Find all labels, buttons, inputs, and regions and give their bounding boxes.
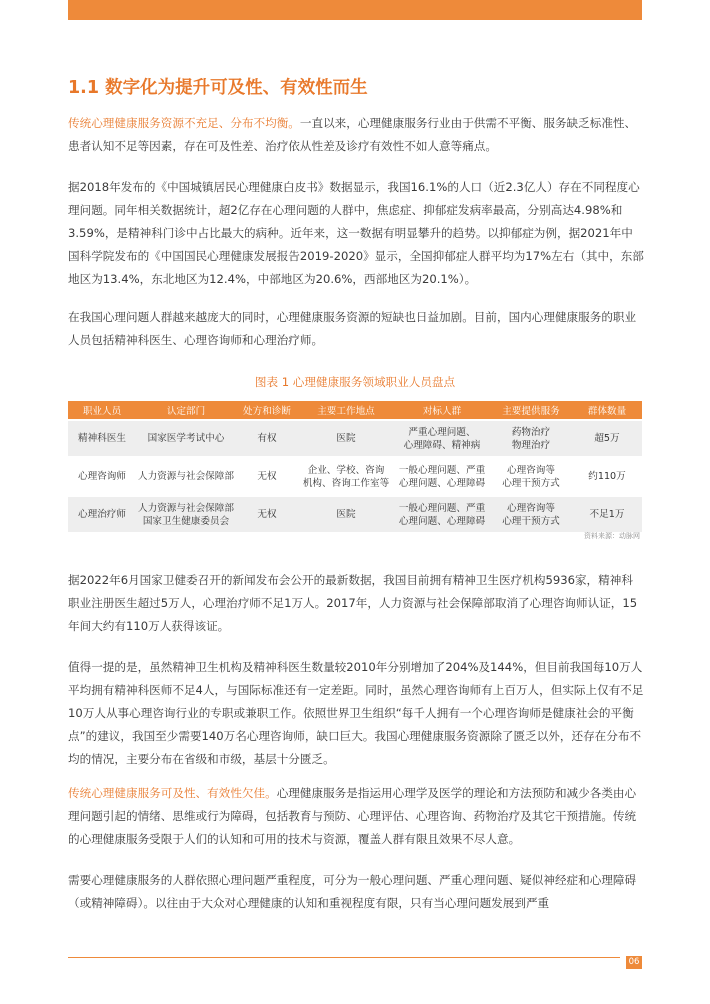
cell-line: 心理咨询等 — [507, 464, 555, 476]
prescribe-cell: 无权 — [236, 457, 298, 496]
professionals-table — [68, 401, 642, 532]
paragraph-6-highlight: 传统心理健康服务可及性、有效性欠佳。 — [68, 786, 277, 800]
cell-line: 心理问题、心理障碍 — [398, 515, 486, 527]
target-cell — [394, 457, 490, 496]
cell-line: 一般心理问题、严重 — [398, 464, 486, 476]
paragraph-4: 据2022年6月国家卫健委召开的新闻发布会公开的最新数据，我国目前拥有精神卫生医疗机构5936家，精神科职业注册医生超过5万人，心理治疗师不足1万人。2017年，人力资源与社会保障部取消了心理咨询师认证，15年间大约有110万人获得该证。 — [68, 573, 638, 633]
cell-line: 人力资源与社会保障部 — [138, 502, 234, 514]
dept-cell — [136, 496, 236, 532]
count-cell: 不足1万 — [572, 496, 642, 532]
header-cell: 主要工作地点 — [298, 401, 394, 420]
target-cell — [394, 420, 490, 457]
cell-line: 机构、咨询工作室等 — [302, 477, 390, 489]
table-row — [68, 496, 642, 532]
cell-line: 药物治疗 — [511, 426, 551, 438]
header-cell: 群体数量 — [572, 401, 642, 420]
count-cell: 约110万 — [572, 457, 642, 496]
table-title: 图表 1 心理健康服务领域职业人员盘点 — [254, 375, 456, 389]
dept-cell — [136, 420, 236, 457]
dept-cell — [136, 457, 236, 496]
paragraph-1-highlight: 传统心理健康服务资源不充足、分布不均衡。 — [68, 116, 300, 130]
cell-line: 医院 — [336, 509, 356, 520]
service-cell — [490, 420, 572, 457]
section-heading: 1.1 数字化为提升可及性、有效性而生 — [68, 78, 368, 98]
workplace-cell — [298, 420, 394, 457]
cell-line: 国家卫生健康委员会 — [142, 515, 230, 527]
service-cell — [490, 457, 572, 496]
cell-line: 国家医学考试中心 — [147, 433, 225, 444]
paragraph-1-text: 一直以来，心理健康服务行业由于供需不平衡、服务缺乏标准性、患者认知不足等因素，存在可及性差、治疗依从性差及诊疗有效性不如人意等痛点。 — [68, 116, 637, 153]
role-cell: 心理咨询师 — [68, 457, 136, 496]
header-cell: 对标人群 — [394, 401, 490, 420]
service-cell — [490, 496, 572, 532]
workplace-cell — [298, 496, 394, 532]
paragraph-5: 值得一提的是，虽然精神卫生机构及精神科医生数量较2010年分别增加了204%及144%，但目前我国每10万人平均拥有精神科医师不足4人，与国际标准还有一定差距。同时，虽然心理咨询师有上百万人，但实际上仅有不足10万人从事心理咨询行业的专职或兼职工作。依照世界卫生组织“每千人拥有一个心理咨询师是健康社会的平衡点”的建议，我国至少需要140万名心理咨询师，缺口巨大。我国心理健康服务资源除了匮乏以外，还存在分布不均的情况，主要分布在省级和市级，基层十分匮乏。 — [68, 660, 644, 766]
page-number: 06 — [626, 956, 642, 969]
target-cell — [394, 496, 490, 532]
header-cell: 主要提供服务 — [490, 401, 572, 420]
paragraph-7: 需要心理健康服务的人群依照心理问题严重程度，可分为一般心理问题、严重心理问题、疑似神经症和心理障碍（或精神障碍）。以往由于大众对心理健康的认知和重视程度有限，只有当心理问题发展到严重 — [68, 873, 637, 910]
paragraph-6 — [68, 782, 644, 851]
cell-line: 医院 — [336, 433, 356, 444]
header-cell: 处方和诊断 — [236, 401, 298, 420]
paragraph-2: 据2018年发布的《中国城镇居民心理健康白皮书》数据显示，我国16.1%的人口（近2.3亿人）存在不同程度心理问题。同年相关数据统计，超2亿存在心理问题的人群中，焦虑症、抑郁症发病率最高，分别高达4.98%和3.59%，是精神科门诊中占比最大的病种。近年来，这一数据有明显攀升的趋势。以抑郁症为例，据2021年中国科学院发布的《中国国民心理健康发展报告2019-2020》显示，全国抑郁症人群平均为17%左右（其中，东部地区为13.4%，东北地区为12.4%，中部地区为20.6%，西部地区为20.1%）。 — [68, 180, 644, 286]
cell-line: 心理咨询等 — [507, 502, 555, 514]
cell-line: 心理干预方式 — [502, 477, 560, 489]
footer-rule — [68, 957, 620, 958]
table-source: 资料来源：动脉网 — [584, 532, 640, 540]
prescribe-cell: 有权 — [236, 420, 298, 457]
table-row — [68, 420, 642, 457]
prescribe-cell: 无权 — [236, 496, 298, 532]
cell-line: 严重心理问题、 — [408, 426, 476, 438]
role-cell: 心理治疗师 — [68, 496, 136, 532]
table-header-row — [68, 401, 642, 420]
paragraph-1 — [68, 112, 644, 158]
role-cell: 精神科医生 — [68, 420, 136, 457]
header-cell: 职业人员 — [68, 401, 136, 420]
paragraph-6-text: 心理健康服务是指运用心理学及医学的理论和方法预防和减少各类由心理问题引起的情绪、思维或行为障碍，包括教育与预防、心理评估、心理咨询、药物治疗及其它干预措施。传统的心理健康服务受限于人们的认知和可用的技术与资源，覆盖人群有限且效果不尽人意。 — [68, 786, 637, 846]
paragraph-3: 在我国心理问题人群越来越庞大的同时，心理健康服务资源的短缺也日益加剧。目前，国内心理健康服务的职业人员包括精神科医生、心理咨询师和心理治疗师。 — [68, 310, 637, 347]
cell-line: 心理问题、心理障碍 — [398, 477, 486, 489]
cell-line: 一般心理问题、严重 — [398, 502, 486, 514]
cell-line: 心理障碍、精神病 — [403, 439, 481, 451]
workplace-cell — [298, 457, 394, 496]
table-row — [68, 457, 642, 496]
cell-line: 企业、学校、咨询 — [307, 464, 385, 476]
top-accent-bar — [68, 0, 642, 20]
header-cell: 认定部门 — [136, 401, 236, 420]
count-cell: 超5万 — [572, 420, 642, 457]
cell-line: 心理干预方式 — [502, 515, 560, 527]
cell-line: 人力资源与社会保障部 — [138, 471, 234, 482]
cell-line: 物理治疗 — [511, 439, 551, 451]
